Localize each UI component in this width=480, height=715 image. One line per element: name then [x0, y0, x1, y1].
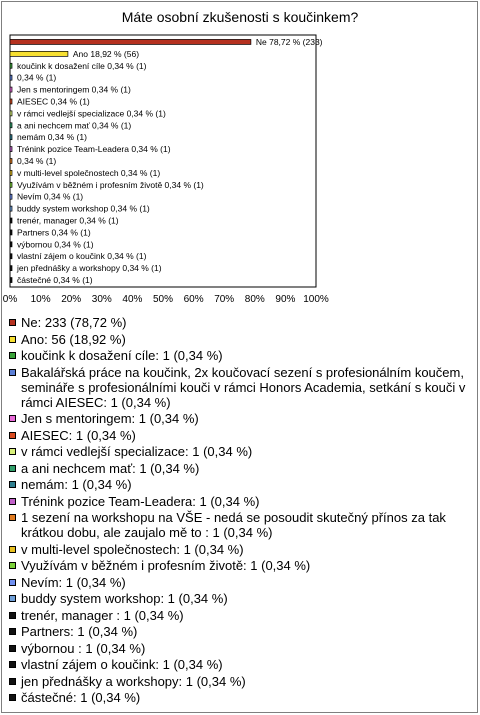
x-tick-label: 60%: [183, 294, 204, 305]
legend-label: Ne: 233 (78,72 %): [21, 315, 127, 330]
legend-swatch: [9, 612, 16, 619]
legend-swatch: [9, 432, 16, 439]
bar: [10, 170, 12, 175]
legend-label: AIESEC: 1 (0,34 %): [21, 427, 136, 443]
legend-item: [9, 494, 471, 509]
bar-label: 0,34 % (1): [17, 72, 57, 83]
x-tick-label: 40%: [122, 294, 143, 305]
legend: [9, 315, 471, 707]
legend-swatch: [9, 336, 16, 343]
x-tick-label: 10%: [30, 294, 51, 305]
legend-swatch: [9, 645, 16, 652]
bar-label: částečné 0,34 % (1): [17, 275, 93, 286]
legend-label: v multi-level společnostech: 1 (0,34 %): [21, 541, 244, 557]
legend-swatch: [9, 319, 16, 326]
bar: [10, 99, 12, 104]
x-tick-label: 80%: [244, 294, 265, 305]
legend-label: Využívám v běžném i profesním životě: 1 (0,34 %): [21, 558, 311, 573]
x-tick-label: 90%: [275, 294, 296, 305]
bar-label: a ani nechcem mať 0,34 % (1): [17, 120, 132, 131]
legend-label: koučink k dosažení cíle: 1 (0,34 %): [21, 348, 223, 363]
x-tick-label: 100%: [303, 294, 329, 305]
bar: [10, 230, 12, 235]
legend-label: Jen s mentoringem: 1 (0,34 %): [21, 411, 199, 426]
bar: [10, 39, 251, 44]
legend-label: trenér, manager : 1 (0,34 %): [21, 607, 184, 623]
legend-item: [9, 332, 471, 347]
legend-item: [9, 315, 471, 330]
bar: [10, 182, 12, 187]
legend-swatch: [9, 678, 16, 685]
bar: [10, 206, 12, 211]
legend-swatch: [9, 546, 16, 553]
bar: [10, 123, 12, 128]
x-tick-label: 30%: [91, 294, 112, 305]
legend-item: [9, 690, 471, 705]
legend-swatch: [9, 352, 16, 359]
legend-swatch: [9, 595, 16, 602]
legend-swatch: [9, 415, 16, 422]
legend-label: jen přednášky a workshopy: 1 (0,34 %): [21, 673, 246, 689]
legend-item: [9, 461, 471, 476]
bar-label: v multi-level společnostech 0,34 % (1): [17, 167, 161, 178]
bar-label: Nevím 0,34 % (1): [17, 191, 84, 202]
legend-swatch: [9, 465, 16, 472]
bar-label: Trénink pozice Team-Leadera 0,34 % (1): [17, 144, 171, 155]
bar-label: výbornou 0,34 % (1): [17, 239, 94, 250]
legend-label: 1 sezení na workshopu na VŠE - nedá se posoudit skutečný přínos za tak krátkou dobu, ale zaujalo mě to : 1 (0,34 %): [21, 510, 446, 540]
bar: [10, 111, 12, 116]
legend-swatch: [9, 514, 16, 521]
legend-item: [9, 641, 471, 656]
legend-swatch: [9, 579, 16, 586]
legend-swatch: [9, 448, 16, 455]
legend-item: [9, 657, 471, 672]
legend-item: [9, 510, 471, 540]
legend-swatch: [9, 628, 16, 635]
legend-item: [9, 411, 471, 426]
bar-chart: [0, 0, 480, 315]
bar-label: jen přednášky a workshopy 0,34 % (1): [17, 263, 162, 274]
bar-label: Jen s mentoringem 0,34 % (1): [17, 84, 131, 95]
bar: [10, 254, 12, 259]
bar: [10, 266, 12, 271]
legend-label: vlastní zájem o koučink: 1 (0,34 %): [21, 657, 223, 672]
bar: [10, 135, 12, 140]
legend-item: [9, 365, 471, 410]
legend-swatch: [9, 498, 16, 505]
legend-item: [9, 624, 471, 639]
legend-label: výbornou : 1 (0,34 %): [21, 640, 146, 656]
x-tick-label: 0%: [2, 294, 18, 305]
bar: [10, 147, 12, 152]
legend-label: částečné: 1 (0,34 %): [21, 690, 141, 705]
legend-swatch: [9, 481, 16, 488]
bar-label: buddy system workshop 0,34 % (1): [17, 203, 150, 214]
bar: [10, 87, 12, 92]
x-tick-label: 20%: [61, 294, 82, 305]
bar-label: koučink k dosažení cíle 0,34 % (1): [17, 60, 147, 71]
bar-label: 0,34 % (1): [17, 156, 57, 166]
bar: [10, 159, 12, 164]
bar: [10, 278, 12, 283]
legend-label: Nevím: 1 (0,34 %): [21, 574, 126, 590]
x-tick-label: 50%: [152, 294, 174, 305]
legend-label: Partners: 1 (0,34 %): [21, 624, 138, 639]
x-tick-label: 70%: [214, 294, 235, 305]
legend-label: Bakalářská práce na koučink, 2x koučovací sezení s profesionálním koučem, semináře s profesionálními kouči v rámci Honors Academia, setkání s kouči v rámci AIESEC: 1 (0,34 %): [21, 364, 466, 410]
legend-item: [9, 348, 471, 363]
legend-item: [9, 575, 471, 590]
bar-label: nemám 0,34 % (1): [17, 132, 87, 143]
bar: [10, 194, 12, 199]
bar-label: Partners 0,34 % (1): [17, 227, 91, 238]
chart-title: Máte osobní zkušenosti s koučinkem?: [121, 9, 359, 25]
legend-label: a ani nechcem mať: 1 (0,34 %): [21, 460, 200, 476]
legend-label: v rámci vedlejší specializace: 1 (0,34 %): [21, 444, 253, 459]
legend-label: buddy system workshop: 1 (0,34 %): [21, 591, 228, 606]
legend-item: [9, 591, 471, 606]
bar-label: v rámci vedlejší specializace 0,34 % (1): [17, 108, 166, 119]
bar: [10, 63, 12, 68]
bar: [10, 218, 12, 223]
legend-swatch: [9, 661, 16, 668]
legend-item: [9, 674, 471, 689]
legend-label: Trénink pozice Team-Leadera: 1 (0,34 %): [21, 493, 260, 509]
bar-label: Ne 78,72 % (233): [255, 36, 323, 47]
bar: [10, 75, 12, 80]
legend-item: [9, 477, 471, 492]
legend-label: nemám: 1 (0,34 %): [21, 477, 132, 492]
legend-item: [9, 444, 471, 459]
bar-label: trenér, manager 0,34 % (1): [17, 215, 119, 226]
bar-label: vlastní zájem o koučink 0,34 % (1): [17, 251, 147, 262]
bar-label: AIESEC 0,34 % (1): [17, 96, 90, 107]
legend-swatch: [9, 694, 16, 701]
legend-item: [9, 608, 471, 623]
legend-item: [9, 542, 471, 557]
legend-item: [9, 428, 471, 443]
bar: [10, 242, 12, 247]
bar-label: Ano 18,92 % (56): [72, 48, 140, 59]
legend-swatch: [9, 562, 16, 569]
legend-label: Ano: 56 (18,92 %): [21, 331, 126, 347]
legend-swatch: [9, 369, 16, 376]
bar-label: Využívám v běžném i profesním životě 0,34 % (1): [17, 179, 204, 190]
bar: [10, 51, 68, 56]
legend-item: [9, 558, 471, 573]
